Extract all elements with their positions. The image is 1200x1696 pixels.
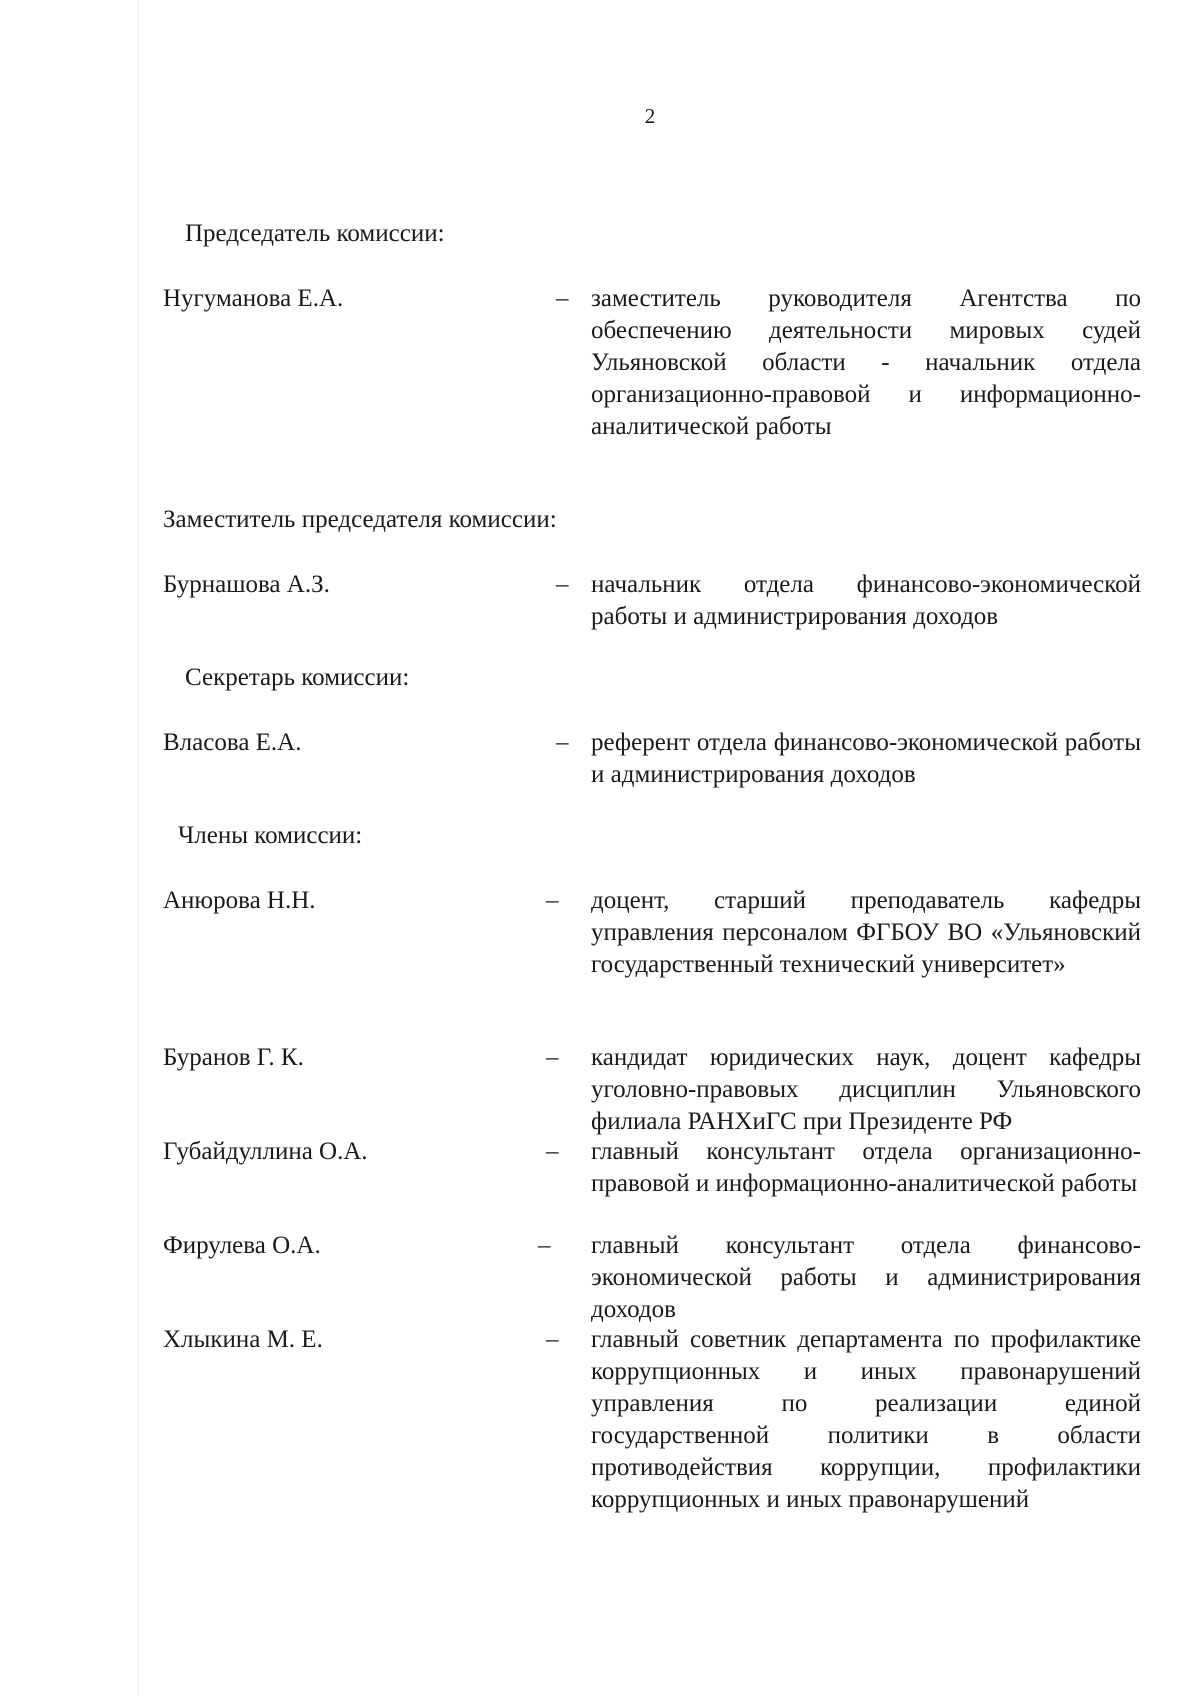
secretary-heading: Секретарь комиссии: bbox=[185, 664, 410, 691]
member-dash: – bbox=[546, 1326, 559, 1353]
deputy-dash: – bbox=[556, 571, 569, 598]
chair-dash: – bbox=[556, 285, 569, 312]
deputy-role: начальник отдела финансово-экономической работы и администрирования доходов bbox=[591, 571, 1141, 630]
member-name: Буранов Г. К. bbox=[163, 1044, 304, 1071]
member-dash: – bbox=[546, 1044, 559, 1071]
secretary-role: референт отдела финансово-экономической работы и администрирования доходов bbox=[591, 729, 1141, 788]
member-dash: – bbox=[546, 887, 559, 914]
member-role: главный советник департамента по профилактике коррупционных и иных правонарушений управления по реализации единой государственной политики в области противодействия коррупции, профилактики коррупционных и иных правонарушений bbox=[591, 1326, 1141, 1513]
member-name: Губайдуллина О.А. bbox=[163, 1138, 368, 1165]
scan-edge-line bbox=[138, 0, 139, 1696]
deputy-heading: Заместитель председателя комиссии: bbox=[163, 506, 557, 533]
chair-role: заместитель руководителя Агентства по обеспечению деятельности мировых судей Ульяновской области - начальник отдела организационно-правовой и информационно-аналитической работы bbox=[591, 285, 1141, 440]
member-role: главный консультант отдела организационно-правовой и информационно-аналитической работы bbox=[591, 1138, 1141, 1197]
page-number: 2 bbox=[644, 104, 656, 128]
chair-heading: Председатель комиссии: bbox=[185, 220, 445, 247]
secretary-name: Власова Е.А. bbox=[163, 729, 302, 756]
chair-name: Нугуманова Е.А. bbox=[163, 285, 344, 312]
deputy-name: Бурнашова А.З. bbox=[163, 571, 330, 598]
member-dash: – bbox=[546, 1138, 559, 1165]
member-name: Анюрова Н.Н. bbox=[163, 887, 316, 914]
member-name: Фирулева О.А. bbox=[163, 1232, 321, 1259]
members-heading: Члены комиссии: bbox=[178, 822, 363, 849]
secretary-dash: – bbox=[556, 729, 569, 756]
member-role: кандидат юридических наук, доцент кафедры уголовно-правовых дисциплин Ульяновского филиала РАНХиГС при Президенте РФ bbox=[591, 1044, 1141, 1135]
member-role: главный консультант отдела финансово-экономической работы и администрирования доходов bbox=[591, 1232, 1141, 1323]
member-dash: – bbox=[538, 1232, 551, 1259]
member-role: доцент, старший преподаватель кафедры управления персоналом ФГБОУ ВО «Ульяновский государственный технический университет» bbox=[591, 887, 1141, 978]
member-name: Хлыкина М. Е. bbox=[163, 1326, 323, 1353]
